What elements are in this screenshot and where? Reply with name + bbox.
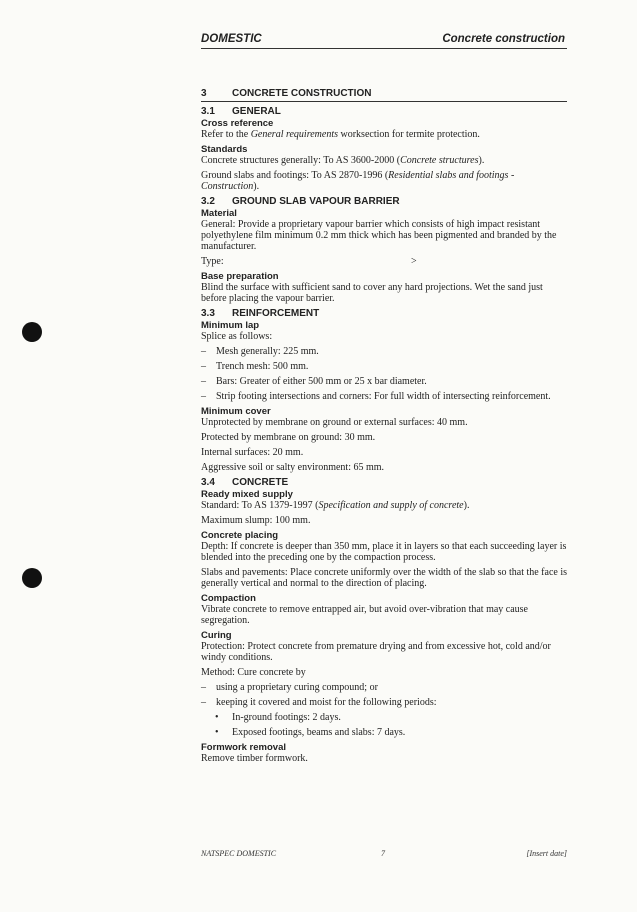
page-content: [201, 88, 567, 768]
lap-intro: Splice as follows:: [201, 331, 273, 342]
cover-text: Protected by membrane on ground: 30 mm.: [201, 432, 376, 443]
subheading-ready-mixed-supply: Ready mixed supply: [201, 489, 293, 500]
heading-number: 3.2: [201, 196, 215, 207]
compaction-text: Vibrate concrete to remove entrapped air, but avoid over-vibration that may cause segregation.: [201, 604, 528, 626]
heading-number: 3.3: [201, 308, 215, 319]
heading-3-1: [201, 106, 567, 118]
section-number: 3: [201, 88, 207, 99]
punch-hole-top: [22, 322, 42, 342]
subheading-compaction: Compaction: [201, 593, 256, 604]
heading-number: 3.1: [201, 106, 215, 117]
list-item: – Trench mesh: 500 mm.: [201, 361, 309, 372]
list-item: – Mesh generally: 225 mm.: [201, 346, 319, 357]
subheading-material: Material: [201, 208, 237, 219]
heading-3-2: [201, 196, 567, 208]
list-item: – Bars: Greater of either 500 mm or 25 x bar diameter.: [201, 376, 427, 387]
section-title: CONCRETE CONSTRUCTION: [232, 88, 372, 99]
heading-3-3: [201, 308, 567, 320]
base-preparation-text: Blind the surface with sufficient sand to cover any hard projections. Wet the sand just before placing the vapour barrier.: [201, 282, 543, 304]
subheading-base-preparation: Base preparation: [201, 271, 279, 282]
page-number: 7: [381, 849, 385, 858]
placing-slabs: Slabs and pavements: Place concrete uniformly over the width of the slab so that the face is generally vertical and normal to the direction of placing.: [201, 567, 568, 589]
material-text: General: Provide a proprietary vapour barrier which consists of high impact resistant polyethylene film minimum 0.2 mm thick which has been pigmented and branded by the manufacturer.: [201, 219, 557, 252]
cover-text: Internal surfaces: 20 mm.: [201, 447, 304, 458]
bullet-item: • In-ground footings: 2 days.: [215, 712, 341, 723]
page-header: [201, 33, 565, 49]
cover-text: Aggressive soil or salty environment: 65 mm.: [201, 462, 385, 473]
subheading-minimum-cover: Minimum cover: [201, 406, 271, 417]
list-item: – using a proprietary curing compound; or: [201, 682, 378, 693]
heading-title: GENERAL: [232, 106, 281, 117]
type-label: Type:: [201, 256, 224, 267]
cover-text: Unprotected by membrane on ground or external surfaces: 40 mm.: [201, 417, 468, 428]
heading-number: 3.4: [201, 477, 215, 488]
placing-depth: Depth: If concrete is deeper than 350 mm, place it in layers so that each succeeding layer is blended into the preceding one by the compaction process.: [201, 541, 567, 563]
footer-left: NATSPEC DOMESTIC: [201, 849, 277, 858]
heading-title: REINFORCEMENT: [232, 308, 320, 319]
heading-title: CONCRETE: [232, 477, 289, 488]
list-item: – Strip footing intersections and corners: For full width of intersecting reinforcement.: [201, 391, 551, 402]
maximum-slump: Maximum slump: 100 mm.: [201, 515, 311, 526]
list-item: – keeping it covered and moist for the following periods:: [201, 697, 437, 708]
curing-protection: Protection: Protect concrete from premature drying and from excessive hot, cold and/or windy conditions.: [201, 641, 551, 663]
header-right: Concrete construction: [442, 33, 565, 45]
header-rule: [201, 48, 567, 49]
subheading-curing: Curing: [201, 630, 232, 641]
heading-title: GROUND SLAB VAPOUR BARRIER: [232, 196, 400, 207]
type-marker: >: [411, 256, 417, 267]
type-row: [201, 256, 567, 268]
header-left: DOMESTIC: [201, 33, 262, 45]
bullet-item: • Exposed footings, beams and slabs: 7 days.: [215, 727, 406, 738]
subheading-cross-reference: Cross reference: [201, 118, 274, 129]
curing-method: Method: Cure concrete by: [201, 667, 306, 678]
ready-mixed-standard: Standard: To AS 1379-1997 (Specification and supply of concrete).: [201, 500, 470, 511]
subheading-standards: Standards: [201, 144, 248, 155]
punch-hole-bottom: [22, 568, 42, 588]
subheading-concrete-placing: Concrete placing: [201, 530, 279, 541]
heading-3-4: [201, 477, 567, 489]
subheading-formwork-removal: Formwork removal: [201, 742, 286, 753]
formwork-text: Remove timber formwork.: [201, 753, 308, 764]
section-heading: [201, 88, 567, 102]
subheading-minimum-lap: Minimum lap: [201, 320, 260, 331]
standards-text-2: Ground slabs and footings: To AS 2870-1996 (Residential slabs and footings - Construction).: [201, 170, 515, 192]
cross-reference-text: Refer to the General requirements worksection for termite protection.: [201, 129, 480, 140]
footer-right: [Insert date]: [526, 849, 567, 858]
standards-text-1: Concrete structures generally: To AS 3600-2000 (Concrete structures).: [201, 155, 485, 166]
